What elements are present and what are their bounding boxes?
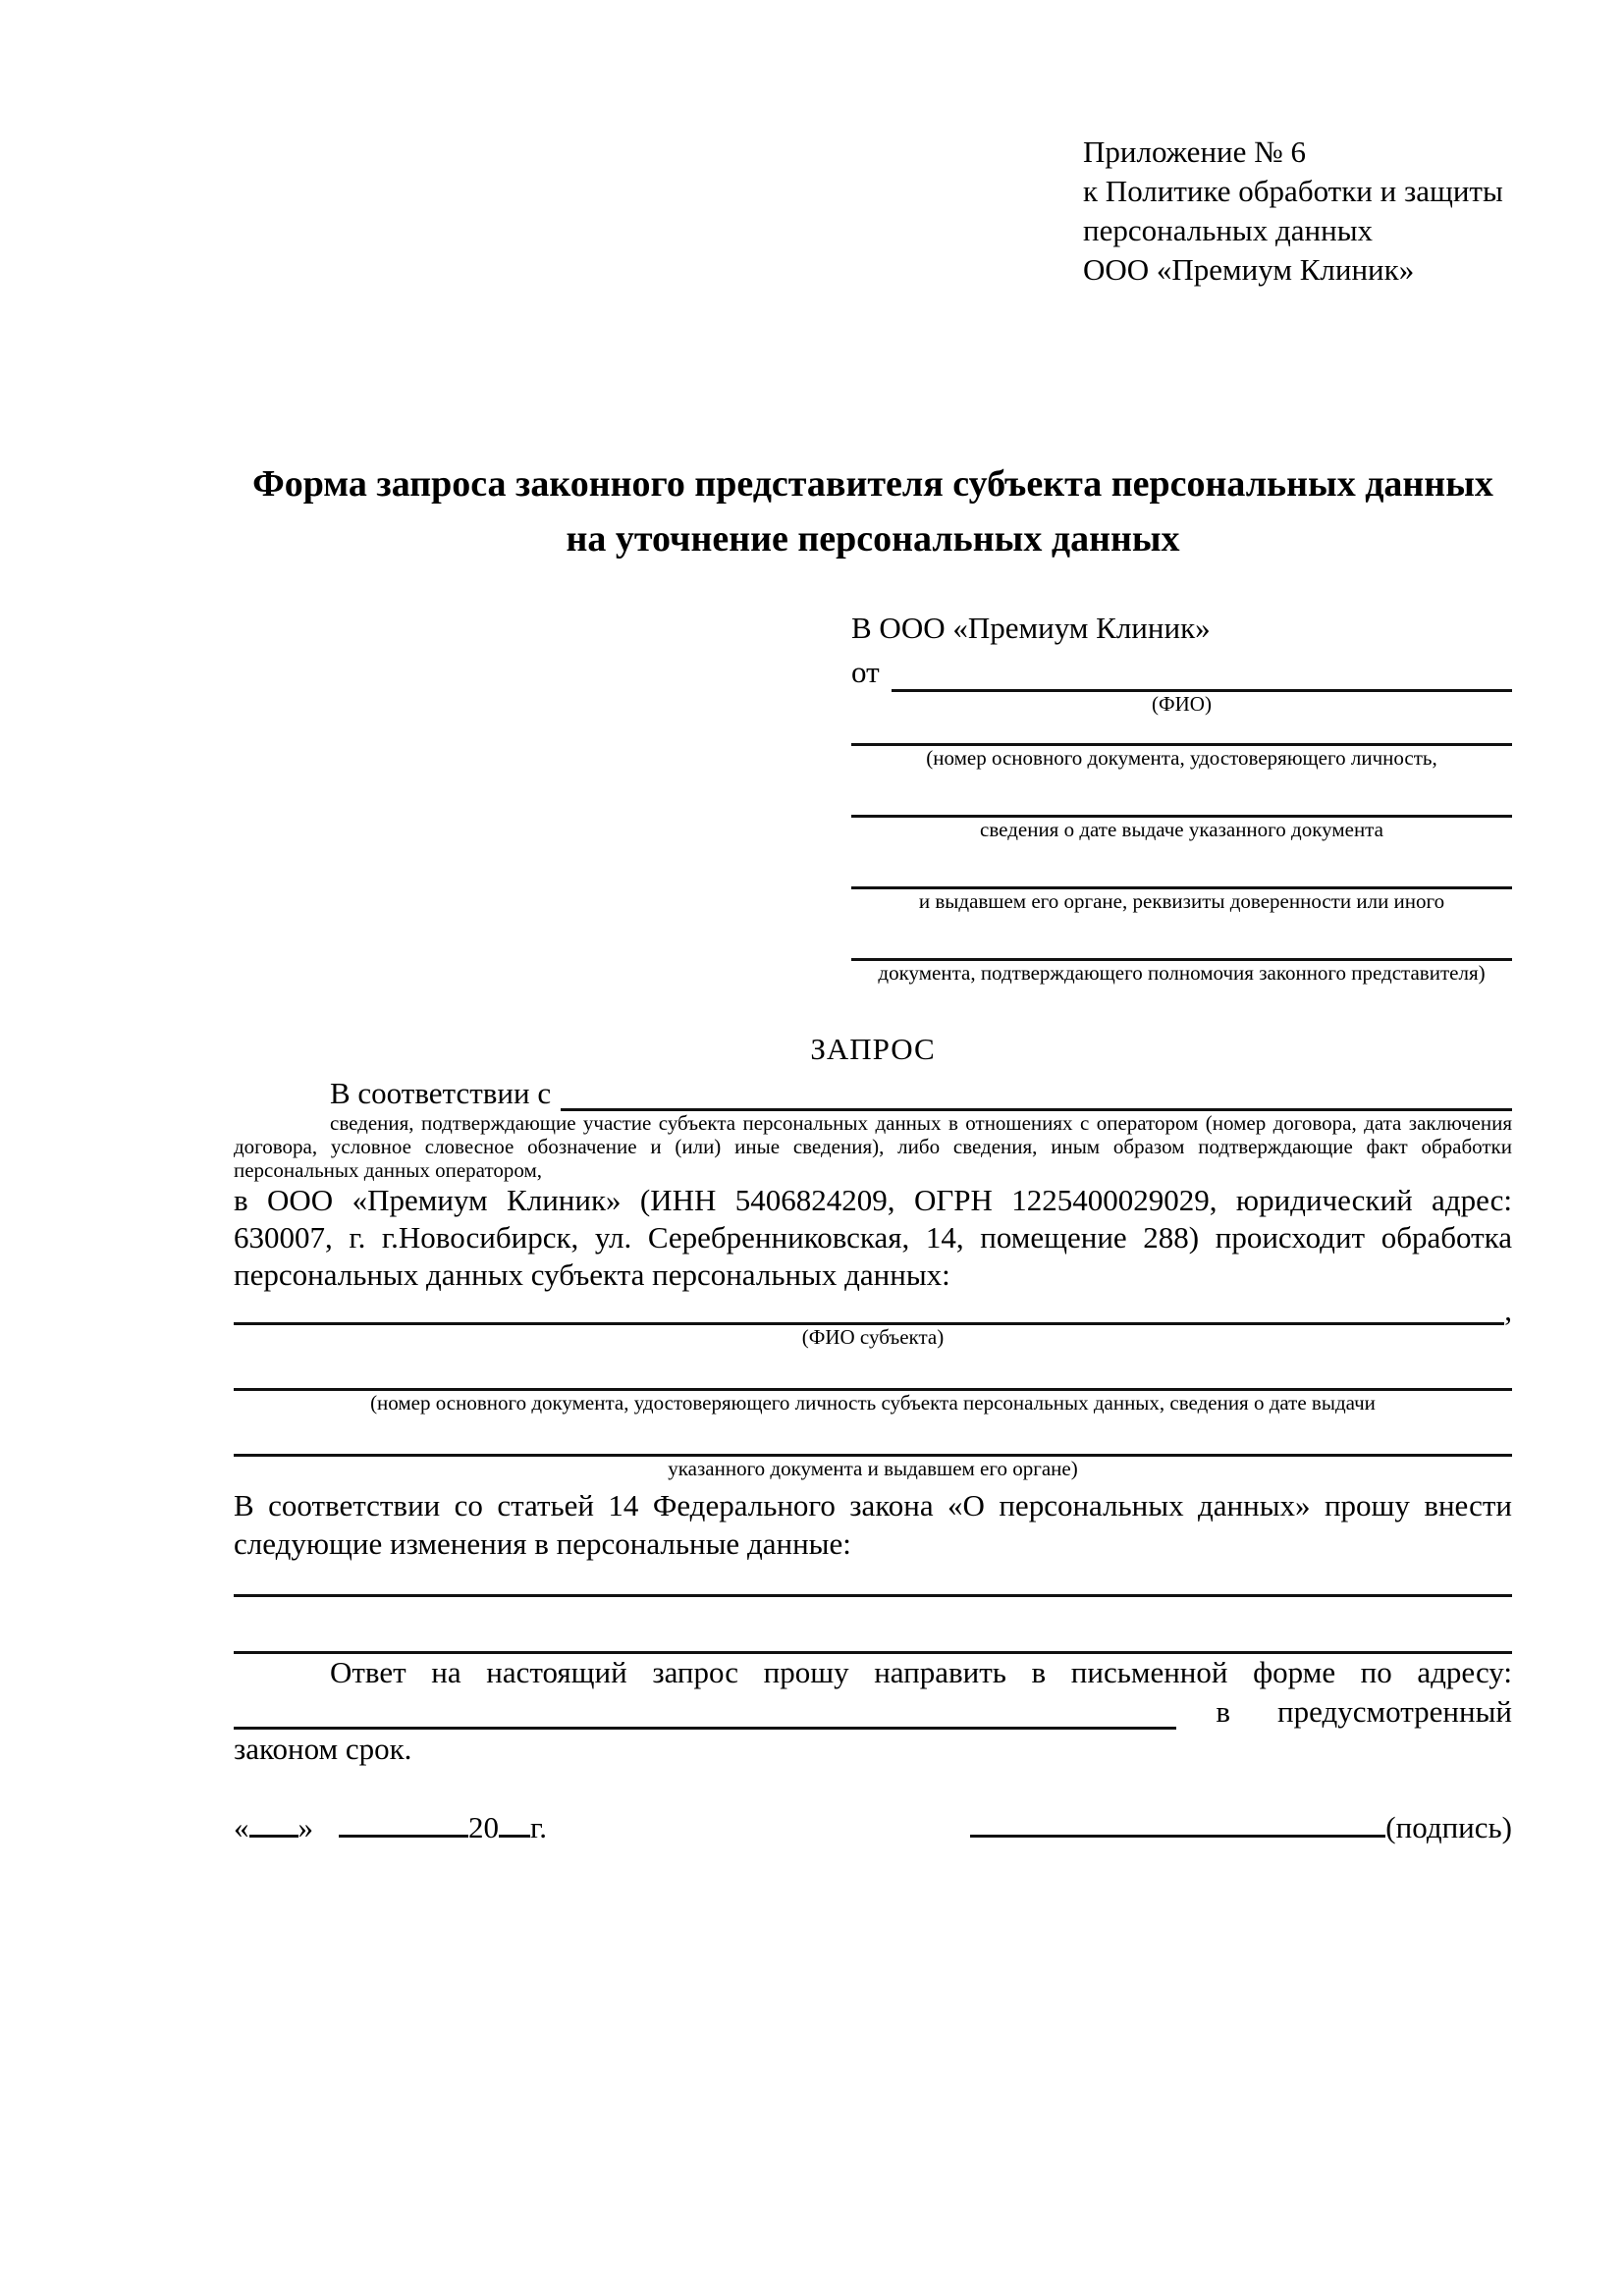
year-blank-line: [499, 1805, 530, 1838]
blank-line: [234, 1563, 1512, 1597]
field-caption: (номер основного документа, удостоверяющего личность,: [926, 746, 1437, 770]
subject-fio-row: [234, 1294, 1512, 1325]
month-blank-line: [339, 1805, 468, 1838]
from-row: [851, 649, 1512, 692]
quote-close: »: [298, 1810, 313, 1844]
quote-open: «: [234, 1810, 249, 1844]
response-suffix: предусмотренный: [1277, 1694, 1512, 1729]
address-blank-line: [234, 1697, 1176, 1730]
field-caption: и выдавшем его органе, реквизиты доверенности или иного: [918, 889, 1445, 913]
response-in: в: [1216, 1694, 1231, 1729]
appendix-line: Приложение № 6: [1083, 134, 1306, 169]
subject-fio-caption: (ФИО субъекта): [801, 1325, 945, 1349]
accordance-prefix: В соответствии с: [330, 1076, 552, 1110]
subject-doc-caption: (номер основного документа, удостоверяющего личность субъекта персональных данных, сведения о дате выдачи: [370, 1391, 1376, 1415]
operator-paragraph: в ООО «Премиум Клиник» (ИНН 5406824209, ОГРН 1225400029029, юридический адрес: 630007, г. г.Новосибирск, ул. Серебренниковская, 14, помещение 288) происходит обработка персональных данных субъекта персональных данных:: [234, 1183, 1512, 1292]
blank-line: [851, 770, 1512, 818]
accordance-row: [234, 1072, 1512, 1111]
blank-line: [851, 841, 1512, 889]
recipient-line: В ООО «Премиум Клиник»: [851, 611, 1211, 645]
blank-line: [234, 1597, 1512, 1654]
blank-line: [234, 1295, 1504, 1325]
year-suffix: г.: [530, 1810, 547, 1844]
appendix-line: ООО «Премиум Клиник»: [1083, 252, 1415, 287]
fio-caption: (ФИО): [1152, 692, 1212, 716]
signature-caption: (подпись): [1385, 1810, 1512, 1844]
addressee-block: [851, 608, 1512, 985]
year-prefix: 20: [468, 1810, 499, 1844]
blank-line: [234, 1349, 1512, 1391]
blank-line: [561, 1075, 1512, 1111]
request-heading: ЗАПРОС: [810, 1032, 936, 1066]
day-blank-line: [249, 1805, 298, 1838]
appendix-header: [1083, 133, 1512, 290]
response-line1: Ответ на настоящий запрос прошу направить в письменной форме по адресу:: [330, 1655, 1512, 1689]
from-label: от: [851, 655, 880, 689]
field-caption: сведения о дате выдаче указанного документа: [980, 818, 1383, 841]
date-line: [234, 1805, 547, 1846]
signature-blank-line: [970, 1805, 1385, 1838]
signature-line: [970, 1805, 1512, 1846]
form-title-line1: Форма запроса законного представителя субъекта персональных данных: [252, 463, 1493, 505]
blank-line: [234, 1415, 1512, 1457]
article-paragraph: В соответствии со статьей 14 Федерального закона «О персональных данных» прошу внести следующие изменения в персональные данные:: [234, 1488, 1512, 1561]
blank-line: [851, 913, 1512, 961]
fio-blank-line: [892, 656, 1512, 692]
footer-row: [234, 1805, 1512, 1846]
accordance-note: сведения, подтверждающие участие субъекта персональных данных в отношениях с оператором (номер договора, дата заключения договора, условное словесное обозначение и (или) иные сведения), либо сведения, иным образом подтверждающие факт обработки персональных данных оператором,: [234, 1111, 1512, 1182]
trailing-comma: ,: [1504, 1293, 1512, 1327]
form-title: [234, 456, 1512, 566]
field-caption: документа, подтверждающего полномочия законного представителя): [878, 961, 1486, 985]
appendix-line: персональных данных: [1083, 213, 1374, 247]
response-line2: [234, 1691, 1512, 1730]
appendix-line: к Политике обработки и защиты: [1083, 174, 1503, 208]
subject-doc-caption: указанного документа и выдавшем его органе): [668, 1457, 1078, 1480]
form-title-line2: на уточнение персональных данных: [566, 518, 1180, 560]
response-tail: законом срок.: [234, 1732, 412, 1766]
blank-line: [851, 716, 1512, 746]
